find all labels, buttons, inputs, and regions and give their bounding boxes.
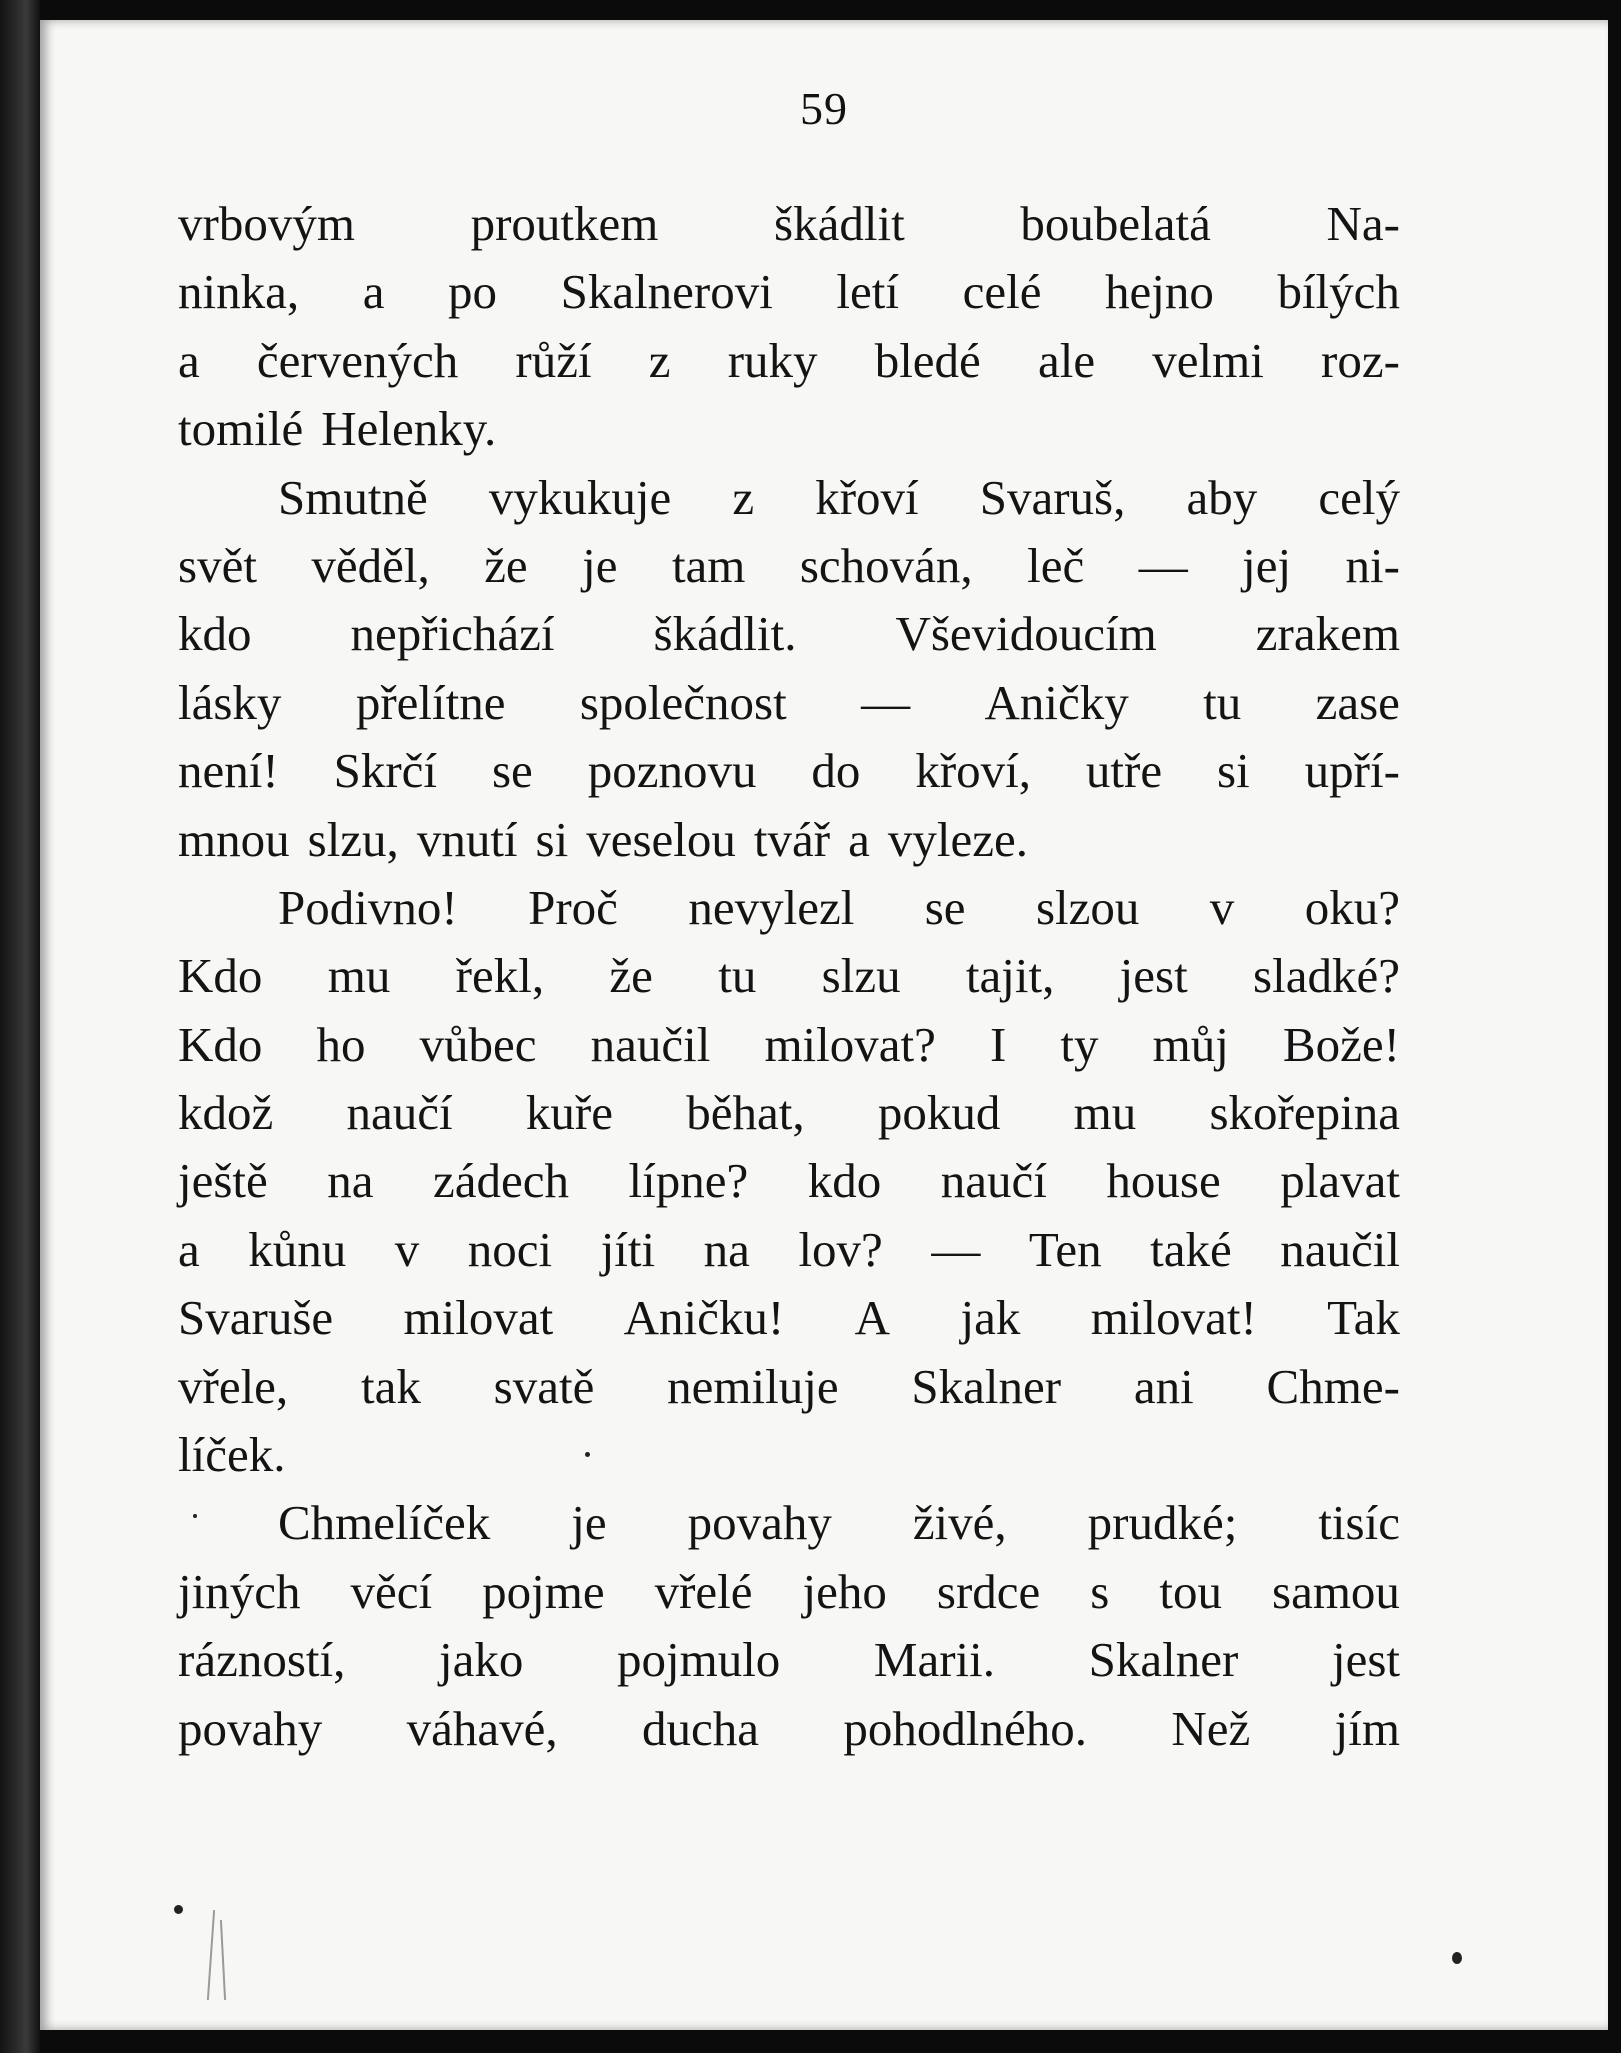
word: — — [1138, 537, 1188, 593]
word: Marii. — [873, 1632, 996, 1688]
word: vykukuje — [488, 469, 672, 525]
word: nepřichází — [350, 606, 555, 662]
word: Kdo — [178, 1016, 263, 1072]
scan-edge-left — [0, 0, 40, 2053]
word: Proč — [528, 879, 618, 935]
text-line — [178, 395, 1400, 463]
text-line — [178, 258, 1400, 326]
page-number: 59 — [800, 83, 848, 134]
word: a — [178, 1221, 200, 1277]
word: živé, — [912, 1495, 1007, 1551]
text-line — [178, 1626, 1400, 1694]
text-line — [178, 1079, 1400, 1147]
word: křoví, — [915, 743, 1031, 799]
text-line — [178, 737, 1400, 805]
text-line — [178, 1489, 1400, 1557]
word: zádech — [433, 1153, 570, 1209]
word: utře — [1085, 743, 1163, 799]
word: na — [327, 1153, 374, 1209]
word: do — [811, 743, 861, 799]
scan-speck — [585, 1452, 590, 1457]
word: Na- — [1326, 196, 1400, 251]
word: jíti — [600, 1221, 656, 1277]
word: tisíc — [1318, 1495, 1400, 1551]
word: zase — [1315, 674, 1400, 730]
word: tam — [671, 537, 746, 593]
word: po — [448, 264, 497, 320]
word: jiných — [178, 1563, 301, 1619]
word: mu — [327, 948, 391, 1004]
word: Svaruš, — [979, 469, 1126, 525]
word: a — [178, 332, 200, 388]
word: vrbovým — [178, 196, 355, 251]
word: proutkem — [470, 196, 659, 251]
word: svatě — [493, 1358, 595, 1414]
word: tu — [1203, 674, 1242, 730]
scan-speck — [193, 1514, 197, 1518]
word: v — [1209, 879, 1235, 935]
word: plavat — [1280, 1153, 1400, 1209]
word: jest — [1119, 948, 1188, 1004]
word: z — [732, 469, 755, 525]
word: ninka, — [178, 264, 300, 320]
word: milovat — [403, 1290, 554, 1346]
word: milovat? — [764, 1016, 936, 1072]
word: s — [1090, 1563, 1110, 1619]
word: křoví — [815, 469, 919, 525]
word: jím — [1334, 1700, 1400, 1756]
word: ducha — [642, 1700, 759, 1756]
word: Svaruše — [178, 1290, 334, 1346]
word: svět — [178, 537, 257, 593]
word: věděl, — [311, 537, 430, 593]
word: Skrčí — [333, 743, 438, 799]
text-line — [178, 327, 1400, 395]
word: letí — [836, 264, 900, 320]
word: srdce — [936, 1563, 1041, 1619]
word: kuře — [525, 1085, 613, 1141]
word: jako — [438, 1632, 524, 1688]
word: milovat! — [1090, 1290, 1257, 1346]
word: Vševidoucím — [895, 606, 1157, 662]
word: a — [848, 811, 870, 867]
word: ni- — [1345, 537, 1400, 593]
word: prudké; — [1087, 1495, 1238, 1551]
word: — — [931, 1221, 981, 1277]
word: přelítne — [355, 674, 506, 730]
word: kůnu — [248, 1221, 347, 1277]
word: hejno — [1105, 264, 1214, 320]
word: — — [861, 674, 911, 730]
word: červených — [256, 332, 459, 388]
text-line — [178, 600, 1400, 668]
word: vyleze. — [887, 811, 1028, 867]
word: schován, — [799, 537, 973, 593]
word: I — [989, 1016, 1007, 1072]
word: na — [703, 1221, 750, 1277]
word: škádlit — [774, 196, 905, 251]
word: si — [535, 811, 569, 867]
word: skořepina — [1209, 1085, 1400, 1141]
word: Helenky. — [321, 401, 497, 457]
word: pojmulo — [616, 1632, 781, 1688]
word: roz- — [1321, 332, 1400, 388]
word: také — [1150, 1221, 1232, 1277]
word: líček. — [178, 1427, 286, 1483]
word: pokud — [877, 1085, 1001, 1141]
word: nemiluje — [667, 1358, 839, 1414]
word: Aničku! — [623, 1290, 785, 1346]
word: Podivno! — [278, 879, 458, 935]
word: tak — [360, 1358, 421, 1414]
scan-scratch — [207, 1910, 215, 2000]
book-page — [40, 20, 1608, 2030]
word: a — [362, 264, 385, 320]
word: je — [571, 1495, 607, 1551]
word: A — [854, 1290, 891, 1346]
text-line — [178, 464, 1400, 532]
word: velmi — [1152, 332, 1264, 388]
word: noci — [467, 1221, 553, 1277]
word: poznovu — [587, 743, 757, 799]
text-line — [178, 669, 1400, 737]
word: že — [484, 537, 528, 593]
word: naučí — [940, 1153, 1047, 1209]
word: Tak — [1327, 1290, 1400, 1346]
word: celý — [1318, 469, 1400, 525]
word: je — [582, 537, 618, 593]
word: vnutí — [416, 811, 518, 867]
word: slzou — [1035, 879, 1140, 935]
word: lásky — [178, 674, 282, 730]
word: celé — [962, 264, 1042, 320]
word: vůbec — [419, 1016, 537, 1072]
scan-speck — [174, 1905, 183, 1914]
text-line — [178, 1284, 1400, 1352]
word: ho — [316, 1016, 366, 1072]
word: veselou — [586, 811, 736, 867]
word: Skalner — [1088, 1632, 1239, 1688]
text-line — [178, 874, 1400, 942]
text-line — [178, 190, 1400, 258]
word: Než — [1171, 1700, 1251, 1756]
word: kdož — [178, 1085, 274, 1141]
word: oku? — [1304, 879, 1400, 935]
word: tajit, — [965, 948, 1055, 1004]
word: mnou — [178, 811, 290, 867]
word: Bože! — [1282, 1016, 1400, 1072]
text-line — [178, 1421, 1400, 1489]
text-line — [178, 1353, 1400, 1421]
word: Chme- — [1266, 1358, 1400, 1414]
word: růží — [515, 332, 592, 388]
body-text — [178, 190, 1400, 1763]
text-line — [178, 1216, 1400, 1284]
word: sladké? — [1253, 948, 1400, 1004]
word: povahy — [687, 1495, 832, 1551]
word: Aničky — [984, 674, 1129, 730]
word: Smutně — [278, 469, 428, 525]
word: slzu — [821, 948, 901, 1004]
word: se — [924, 879, 966, 935]
word: z — [648, 332, 671, 388]
word: kdo — [807, 1153, 882, 1209]
word: že — [609, 948, 653, 1004]
word: lípne? — [628, 1153, 749, 1209]
word: tvář — [753, 811, 831, 867]
word: můj — [1152, 1016, 1229, 1072]
word: společnost — [579, 674, 787, 730]
word: Skalnerovi — [560, 264, 773, 320]
word: běhat, — [686, 1085, 805, 1141]
word: zrakem — [1255, 606, 1400, 662]
word: jej — [1242, 537, 1292, 593]
word: ruky — [727, 332, 818, 388]
word: Chmelíček — [278, 1495, 491, 1551]
word: rázností, — [178, 1632, 346, 1688]
text-line — [178, 1558, 1400, 1626]
word: kdo — [178, 606, 252, 662]
word: váhavé, — [406, 1700, 558, 1756]
word: povahy — [178, 1700, 323, 1756]
word: bílých — [1277, 264, 1400, 320]
word: boubelatá — [1020, 196, 1211, 251]
word: samou — [1272, 1563, 1400, 1619]
word: ale — [1037, 332, 1096, 388]
word: naučí — [346, 1085, 453, 1141]
word: naučil — [590, 1016, 711, 1072]
text-line — [178, 1695, 1400, 1763]
word: řekl, — [455, 948, 545, 1004]
word: škádlit. — [653, 606, 797, 662]
word: house — [1106, 1153, 1221, 1209]
word: Ten — [1028, 1221, 1102, 1277]
text-line — [178, 806, 1400, 874]
text-line — [178, 1011, 1400, 1079]
text-line — [178, 532, 1400, 600]
word: Skalner — [911, 1358, 1062, 1414]
word: upří- — [1304, 743, 1400, 799]
word: aby — [1186, 469, 1258, 525]
word: nevylezl — [688, 879, 855, 935]
word: lov? — [798, 1221, 883, 1277]
text-line — [178, 1147, 1400, 1215]
word: Kdo — [178, 948, 263, 1004]
word: vřelé — [654, 1563, 753, 1619]
word: jeho — [802, 1563, 887, 1619]
scan-speck — [1452, 1952, 1462, 1964]
word: tou — [1159, 1563, 1222, 1619]
text-line — [178, 942, 1400, 1010]
word: v — [394, 1221, 420, 1277]
word: se — [491, 743, 533, 799]
word: si — [1217, 743, 1250, 799]
word: jak — [960, 1290, 1021, 1346]
word: pojme — [482, 1563, 605, 1619]
word: ještě — [178, 1153, 268, 1209]
word: mu — [1073, 1085, 1137, 1141]
word: tomilé — [178, 401, 304, 457]
word: slzu, — [307, 811, 399, 867]
word: není! — [178, 743, 279, 799]
word: naučil — [1280, 1221, 1400, 1277]
word: jest — [1331, 1632, 1400, 1688]
scan-scratch — [220, 1920, 226, 2000]
word: leč — [1027, 537, 1085, 593]
word: vřele, — [178, 1358, 289, 1414]
word: pohodlného. — [843, 1700, 1087, 1756]
word: ani — [1133, 1358, 1194, 1414]
word: ty — [1060, 1016, 1099, 1072]
word: tu — [718, 948, 757, 1004]
word: bledé — [874, 332, 981, 388]
word: věcí — [350, 1563, 433, 1619]
